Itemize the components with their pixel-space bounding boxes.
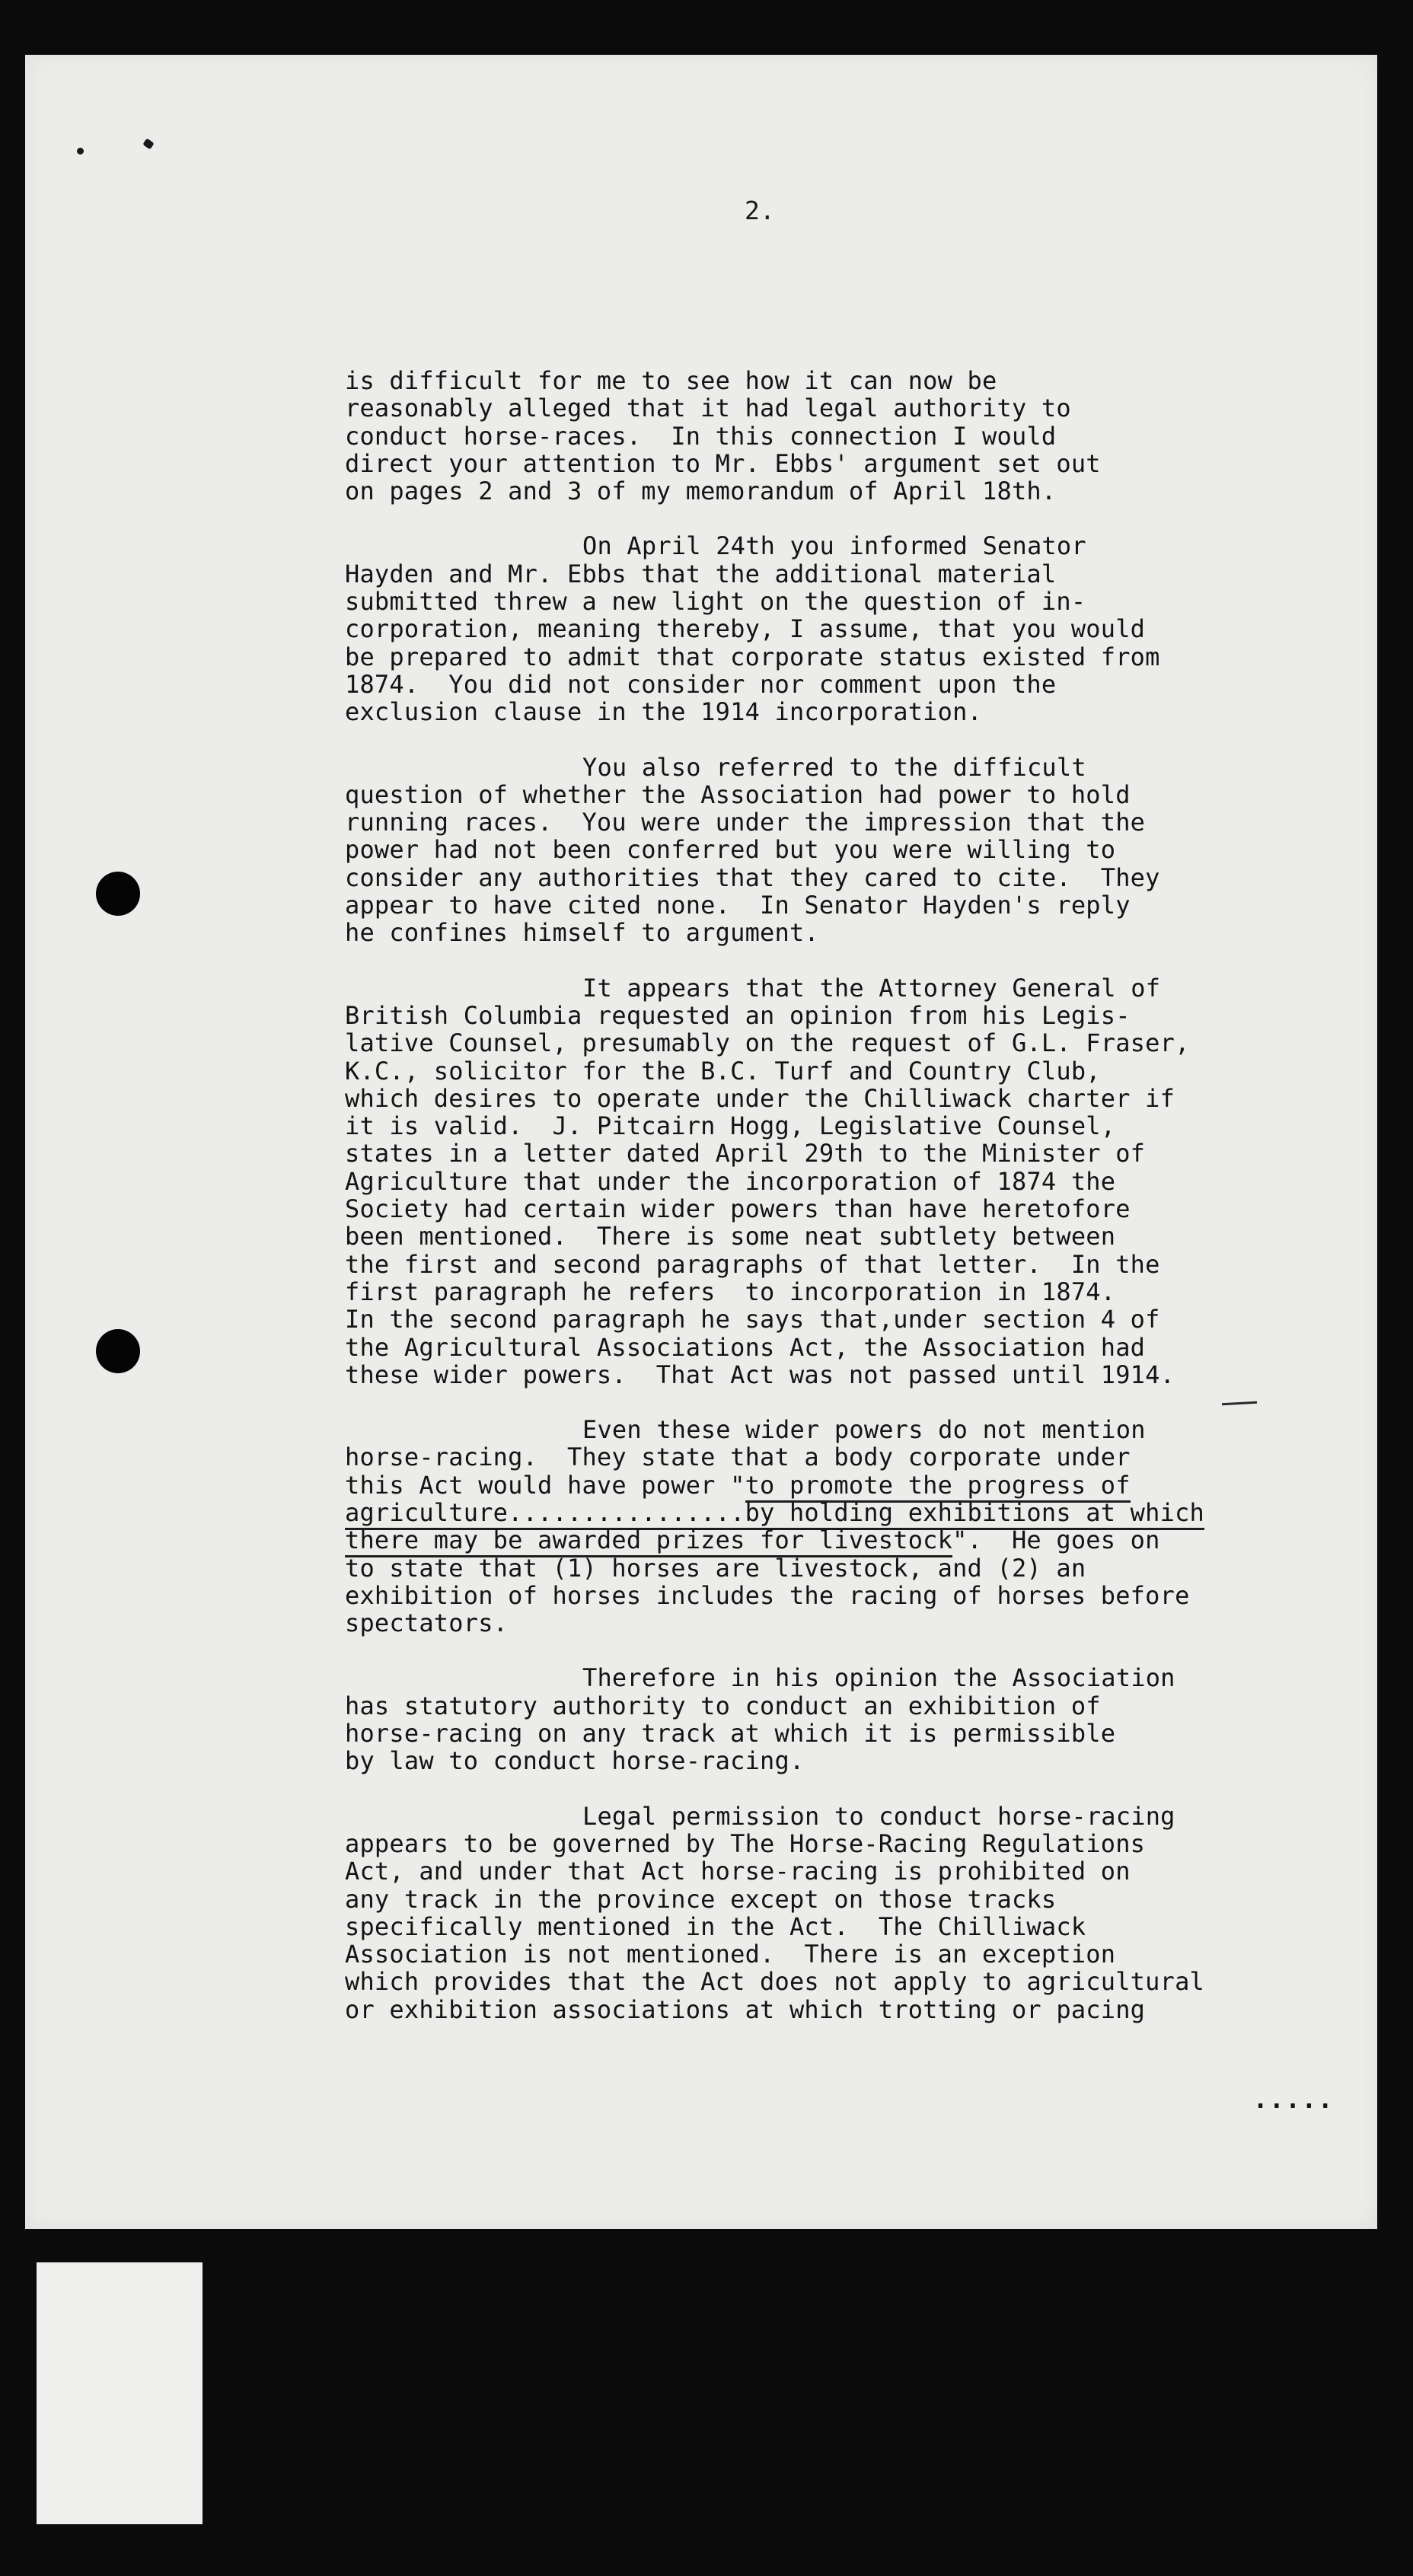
text-line: consider any authorities that they cared to cite. They: [345, 862, 1160, 892]
text-line: the Agricultural Associations Act, the Association had: [345, 1332, 1146, 1362]
text-line: power had not been conferred but you were willing to: [345, 835, 1116, 865]
text-line: Act, and under that Act horse-racing is prohibited on: [345, 1857, 1131, 1886]
text-line: first paragraph he refers to incorporation in 1874.: [345, 1277, 1116, 1306]
underlined-quote: there may be awarded prizes for livestock: [345, 1526, 952, 1557]
text-line: running races. You were under the impression that the: [345, 808, 1146, 837]
text-line: submitted threw a new light on the question of in-: [345, 587, 1086, 617]
underlined-quote: to promote the progress of: [745, 1471, 1131, 1503]
text-line: which desires to operate under the Chilliwack charter if: [345, 1083, 1175, 1113]
text-line: he confines himself to argument.: [345, 918, 819, 948]
scan-speck: [77, 148, 84, 155]
text-line: In the second paragraph he says that,under section 4 of: [345, 1305, 1160, 1334]
text-line: be prepared to admit that corporate status existed from: [345, 642, 1160, 671]
text-line: any track in the province except on those tracks: [345, 1884, 1057, 1914]
document-page: [25, 55, 1377, 2229]
text-line: lative Counsel, presumably on the request of G.L. Fraser,: [345, 1028, 1190, 1058]
text-line: specifically mentioned in the Act. The Chilliwack: [345, 1911, 1086, 1941]
paragraph-6: [345, 1664, 1357, 1774]
text-line: reasonably alleged that it had legal authority to: [345, 394, 1071, 423]
text-line: is difficult for me to see how it can now be: [345, 366, 997, 395]
text-line: corporation, meaning thereby, I assume, that you would: [345, 614, 1146, 644]
text-line: it is valid. J. Pitcairn Hogg, Legislative Counsel,: [345, 1111, 1116, 1141]
text-line: appears to be governed by The Horse-Racing Regulations: [345, 1828, 1146, 1858]
paragraph-1: [345, 367, 1357, 505]
text-line: Therefore in his opinion the Association: [582, 1663, 1175, 1693]
text-fragment: ". He goes on: [952, 1526, 1160, 1555]
text-line: horse-racing on any track at which it is permissible: [345, 1719, 1116, 1749]
text-line: On April 24th you informed Senator: [582, 531, 1086, 561]
text-line: been mentioned. There is some neat subtlety between: [345, 1222, 1116, 1251]
text-line: on pages 2 and 3 of my memorandum of April 18th.: [345, 477, 1057, 506]
text-line: direct your attention to Mr. Ebbs' argument set out: [345, 448, 1101, 478]
text-line: appear to have cited none. In Senator Hayden's reply: [345, 891, 1131, 920]
paper-strip: [37, 2262, 203, 2524]
underlined-quote: agriculture................by holding exhibitions at which: [345, 1498, 1204, 1530]
text-line: 1874. You did not consider nor comment upon the: [345, 669, 1057, 699]
text-line: these wider powers. That Act was not passed until 1914.: [345, 1360, 1175, 1389]
text-line: Hayden and Mr. Ebbs that the additional material: [345, 559, 1057, 588]
text-line: You also referred to the difficult: [582, 752, 1086, 782]
text-line: [345, 1526, 1357, 1554]
text-line: horse-racing. They state that a body corporate under: [345, 1443, 1131, 1472]
text-line: question of whether the Association had power to hold: [345, 779, 1131, 809]
paragraph-4: [345, 974, 1357, 1388]
text-line: It appears that the Attorney General of: [582, 973, 1161, 1003]
text-line: [345, 1499, 1357, 1526]
text-line: to state that (1) horses are livestock, and (2) an: [345, 1553, 1086, 1583]
text-fragment: this Act would have power ": [345, 1470, 745, 1500]
text-line: by law to conduct horse-racing.: [345, 1746, 805, 1776]
punch-hole-bottom: [96, 1329, 140, 1373]
text-line: the first and second paragraphs of that letter. In the: [345, 1249, 1160, 1279]
text-line: has statutory authority to conduct an exhibition of: [345, 1691, 1101, 1720]
paragraph-3: [345, 754, 1357, 947]
text-line: Even these wider powers do not mention: [582, 1415, 1146, 1445]
text-line: exclusion clause in the 1914 incorporation.: [345, 697, 983, 727]
punch-hole-top: [96, 872, 140, 916]
text-line: Agriculture that under the incorporation of 1874 the: [345, 1166, 1116, 1196]
text-line: states in a letter dated April 29th to the Minister of: [345, 1139, 1146, 1168]
scan-speck: [142, 138, 155, 149]
text-line: which provides that the Act does not apply to agricultural: [345, 1967, 1205, 1997]
paragraph-2: [345, 532, 1357, 725]
paragraph-7: [345, 1803, 1357, 2023]
text-line: or exhibition associations at which trotting or pacing: [345, 1994, 1146, 2024]
letter-body: [345, 367, 1357, 2051]
text-line: K.C., solicitor for the B.C. Turf and Country Club,: [345, 1056, 1101, 1086]
text-line: spectators.: [345, 1608, 509, 1638]
continuation-mark: .....: [1253, 2085, 1335, 2114]
text-line: Association is not mentioned. There is an exception: [345, 1940, 1116, 1969]
text-line: [345, 1471, 1357, 1499]
page-number: 2.: [745, 196, 775, 225]
paragraph-5: [345, 1416, 1357, 1637]
text-line: Legal permission to conduct horse-racing: [582, 1801, 1175, 1831]
text-line: conduct horse-races. In this connection I would: [345, 421, 1057, 451]
text-line: Society had certain wider powers than have heretofore: [345, 1194, 1131, 1224]
text-line: British Columbia requested an opinion from his Legis-: [345, 1000, 1131, 1030]
text-line: exhibition of horses includes the racing of horses before: [345, 1580, 1190, 1610]
